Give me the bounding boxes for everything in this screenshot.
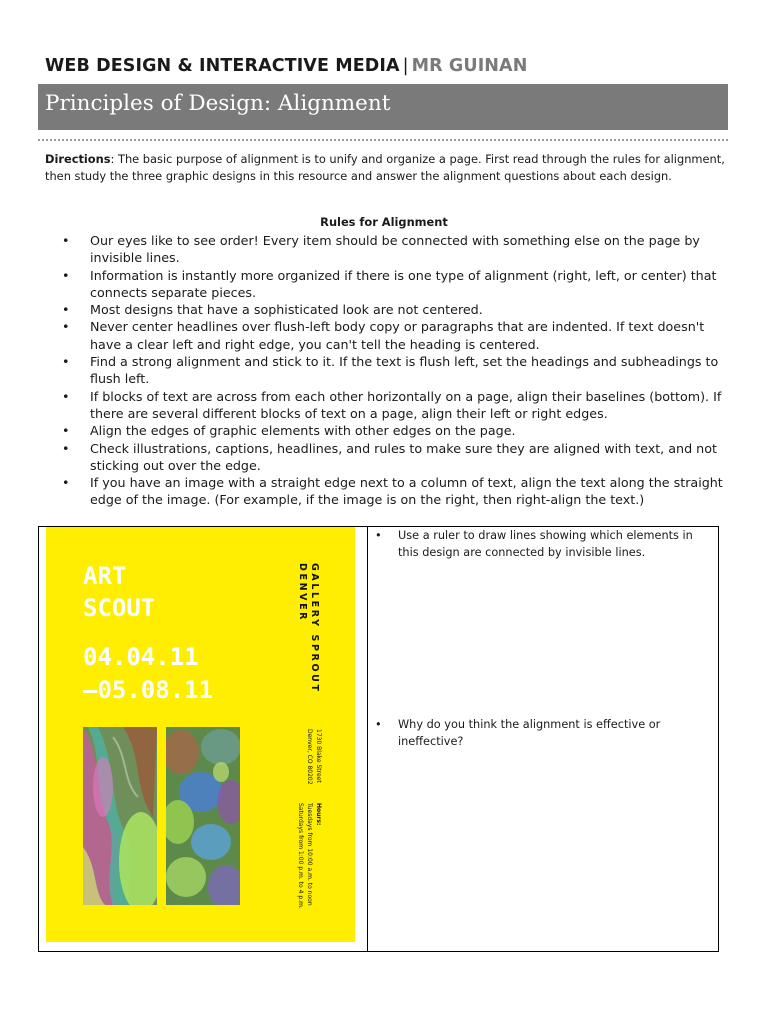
poster-hours-label: Hours: (315, 803, 322, 826)
rule-item (62, 474, 728, 509)
bullet: • (375, 718, 382, 731)
rule-text: Align the edges of graphic elements with other edges on the page. (90, 423, 516, 439)
bullet: • (375, 529, 382, 542)
rule-item (62, 267, 728, 302)
poster-gallery-city: DENVER (297, 563, 308, 623)
question-alignment-effective (375, 717, 705, 750)
directions-paragraph (45, 151, 725, 185)
rule-text: Check illustrations, captions, headlines, and rules to make sure they are aligned with text, and not sticking out over the edge. (90, 440, 717, 473)
rules-heading: Rules for Alignment (320, 215, 448, 229)
poster-abstract-image-right (166, 727, 240, 905)
question-text: Use a ruler to draw lines showing which elements in this design are connected by invisible lines. (398, 529, 693, 559)
question-connected-lines (375, 528, 709, 561)
directions-label: Directions (45, 152, 111, 166)
page-header (45, 56, 527, 76)
bullet: • (62, 267, 70, 283)
directions-text: : The basic purpose of alignment is to unify and organize a page. First read through the rules for alignment, then study the three graphic designs in this resource and answer the alignment questions about each design. (45, 152, 725, 183)
table-column-divider (367, 527, 368, 951)
bullet: • (62, 475, 70, 491)
header-separator: | (402, 56, 409, 76)
rule-text: Find a strong alignment and stick to it. If the text is flush left, set the headings and subheadings to flush left. (90, 354, 719, 387)
bullet: • (62, 354, 70, 370)
bullet: • (62, 388, 70, 404)
course-title: WEB DESIGN & INTERACTIVE MEDIA (45, 56, 400, 76)
teacher-name: MR GUINAN (411, 56, 528, 76)
question-text: Why do you think the alignment is effective or ineffective? (398, 718, 661, 748)
rule-item (62, 440, 728, 475)
rule-text: If blocks of text are across from each other horizontally on a page, align their baselines (bottom). If there are several different blocks of text on a page, align their left or right edges. (90, 388, 722, 421)
bullet: • (62, 440, 70, 456)
rule-text: Our eyes like to see order! Every item should be connected with something else on the page by invisible lines. (90, 233, 700, 266)
bullet: • (62, 302, 70, 318)
poster-address-line1: 1730 Blake Street (315, 729, 322, 783)
poster-address-line2: Denver, CO 80202 (306, 729, 313, 785)
bullet: • (62, 423, 70, 439)
page-title: Principles of Design: Alignment (45, 91, 391, 116)
poster-abstract-image-left (83, 727, 157, 905)
design-table (38, 526, 719, 952)
poster-art-scout (46, 527, 355, 942)
rule-item (62, 388, 728, 423)
poster-title-line1: ART (83, 562, 127, 590)
bullet: • (62, 233, 70, 248)
rule-item (62, 318, 728, 353)
poster-gallery-name: GALLERY SPROUT (309, 563, 320, 694)
rule-text: Information is instantly more organized if there is one type of alignment (right, left, or center) that connects separate pieces. (90, 267, 717, 300)
rules-list (62, 232, 728, 509)
dotted-divider (38, 139, 728, 141)
title-banner (38, 84, 728, 130)
bullet: • (62, 319, 70, 335)
poster-hours-line1: Tuesdays from 10:00 a.m. to noon (306, 803, 313, 906)
poster-date-line2: —05.08.11 (83, 676, 214, 704)
rule-text: If you have an image with a straight edge next to a column of text, align the text along the straight edge of the image. (For example, if the image is on the right, then right-align the text.) (90, 475, 723, 508)
rule-item (62, 422, 728, 439)
rule-text: Most designs that have a sophisticated look are not centered. (90, 302, 483, 318)
rule-item (62, 301, 728, 318)
poster-title-line2: SCOUT (83, 594, 156, 622)
rule-item (62, 353, 728, 388)
poster-date-line1: 04.04.11 (83, 643, 199, 671)
rule-item (62, 232, 728, 267)
rule-text: Never center headlines over flush-left body copy or paragraphs that are indented. If text doesn't have a clear left and right edge, you can't tell the heading is centered. (90, 319, 705, 352)
poster-hours-line2: Saturdays from 1:00 p.m. to 4 p.m. (297, 803, 304, 909)
